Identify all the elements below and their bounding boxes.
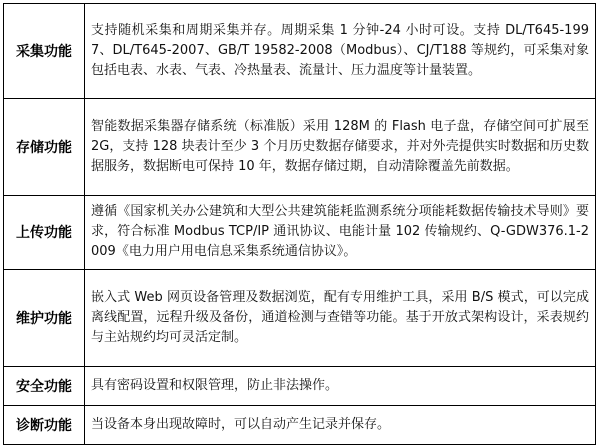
feature-description: 当设备本身出现故障时，可以自动产生记录并保存。 — [85, 405, 596, 444]
feature-row-maintenance — [4, 269, 596, 366]
feature-label: 安全功能 — [4, 366, 85, 405]
feature-label: 上传功能 — [4, 195, 85, 269]
feature-description: 智能数据采集器存储系统（标准版）采用 128M 的 Flash 电子盘，存储空间可扩展至 2G，支持 128 块表计至少 3 个月历史数据存储要求，并对外壳提供实时数据和历史数据服务，数据断电可保持 10 年，数据存储过期，自动清除覆盖先前数据。 — [85, 98, 596, 195]
feature-row-diagnosis — [4, 405, 596, 444]
feature-label: 诊断功能 — [4, 405, 85, 444]
feature-description: 嵌入式 Web 网页设备管理及数据浏览，配有专用维护工具，采用 B/S 模式，可以完成离线配置，远程升级及备份，通道检测与查错等功能。基于开放式架构设计，采表规约与主站规约均可灵活定制。 — [85, 269, 596, 366]
feature-row-security — [4, 366, 596, 405]
feature-spec-table — [3, 3, 596, 445]
feature-description: 具有密码设置和权限管理，防止非法操作。 — [85, 366, 596, 405]
feature-spec-table-body — [4, 4, 596, 445]
feature-label: 存储功能 — [4, 98, 85, 195]
feature-row-collection — [4, 4, 596, 99]
feature-row-upload — [4, 195, 596, 269]
feature-label: 采集功能 — [4, 4, 85, 99]
feature-row-storage — [4, 98, 596, 195]
feature-description: 遵循《国家机关办公建筑和大型公共建筑能耗监测系统分项能耗数据传输技术导则》要求，符合标准 Modbus TCP/IP 通讯协议、电能计量 102 传输规约、Q-GDW376.1-2009《电力用户用电信息采集系统通信协议》。 — [85, 195, 596, 269]
feature-label: 维护功能 — [4, 269, 85, 366]
feature-description: 支持随机采集和周期采集并存。周期采集 1 分钟-24 小时可设。支持 DL/T645-1997、DL/T645-2007、GB/T 19582-2008（Modbus）、CJ/T188 等规约，可采集对象包括电表、水表、气表、冷热量表、流量计、压力温度等计量装置。 — [85, 4, 596, 99]
